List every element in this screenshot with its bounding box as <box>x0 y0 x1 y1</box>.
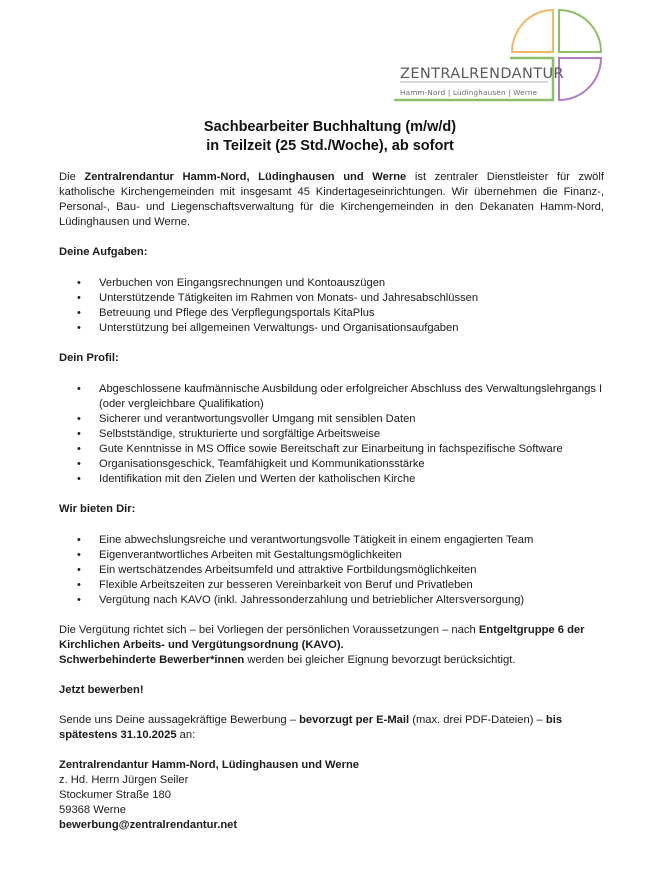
logo-title: ZENTRALRENDANTUR <box>400 66 564 82</box>
apply-paragraph <box>59 713 604 743</box>
job-title-line-2: in Teilzeit (25 Std./Woche), ab sofort <box>206 138 454 154</box>
list-item <box>59 276 604 291</box>
bullet-icon: • <box>77 277 81 289</box>
bullet-icon: • <box>77 307 81 319</box>
bullet-icon: • <box>77 292 81 304</box>
profile-heading: Dein Profil: <box>59 352 119 364</box>
bullet-icon: • <box>77 322 81 334</box>
tasks-heading: Deine Aufgaben: <box>59 246 148 258</box>
salary-group: Entgeltgruppe 6 der Kirchlichen Arbeits- und Vergütungsordnung (KAVO). <box>59 624 585 651</box>
list-item <box>59 472 604 487</box>
list-item-text: Identifikation mit den Zielen und Werten der katholischen Kirche <box>99 473 416 485</box>
bullet-icon: • <box>77 564 81 576</box>
intro-prefix: Die <box>59 171 85 183</box>
apply-mid: (max. drei PDF-Dateien) – <box>409 714 546 726</box>
job-title <box>0 118 660 156</box>
bullet-icon: • <box>77 428 81 440</box>
list-item <box>59 563 604 578</box>
bullet-icon: • <box>77 579 81 591</box>
zentralrendantur-logo <box>390 6 610 106</box>
apply-prefix: Sende uns Deine aussagekräftige Bewerbung – <box>59 714 300 726</box>
list-item-text: Selbstständige, strukturierte und sorgfältige Arbeitsweise <box>99 428 381 440</box>
bullet-icon: • <box>77 383 81 395</box>
list-item-text: Abgeschlossene kaufmännische Ausbildung oder erfolgreicher Abschluss des Verwaltungslehrgangs I (oder vergleichbare Qualifikation) <box>99 383 603 410</box>
list-item <box>59 548 604 563</box>
list-item <box>59 412 604 427</box>
salary-paragraph <box>59 623 604 653</box>
list-item-text: Verbuchen von Eingangsrechnungen und Kontoauszügen <box>99 277 386 289</box>
list-item-text: Unterstützung bei allgemeinen Verwaltungs- und Organisationsaufgaben <box>99 322 459 334</box>
intro-paragraph <box>59 170 604 230</box>
list-item-text: Sicherer und verantwortungsvoller Umgang mit sensiblen Daten <box>99 413 416 425</box>
list-item <box>59 321 604 336</box>
list-item <box>59 427 604 442</box>
bullet-icon: • <box>77 549 81 561</box>
list-item <box>59 382 604 412</box>
list-item-text: Eine abwechslungsreiche und verantwortungsvolle Tätigkeit in einem engagierten Team <box>99 534 534 546</box>
logo-subtitle: Hamm-Nord | Lüdinghausen | Werne <box>400 88 538 97</box>
profile-list <box>59 382 604 487</box>
list-item <box>59 442 604 457</box>
contact-street: Stockumer Straße 180 <box>59 789 171 801</box>
apply-deadline: bis spätestens 31.10.2025 <box>59 714 563 741</box>
intro-org-name: Zentralrendantur Hamm-Nord, Lüdinghausen und Werne <box>84 171 407 183</box>
disability-paragraph <box>59 653 604 668</box>
apply-email-preferred: bevorzugt per E-Mail <box>299 714 410 726</box>
list-item <box>59 291 604 306</box>
list-item-text: Eigenverantwortliches Arbeiten mit Gestaltungsmöglichkeiten <box>99 549 402 561</box>
intro-rest: ist zentraler Dienstleister für zwölf katholische Kirchengemeinden mit insgesamt 45 Kindertageseinrichtungen. Wir übernehmen die Finanz-, Personal-, Bau- und Liegenschaftsverwaltung für die Kirchengemeinden in den Dekanaten Hamm-Nord, Lüdinghausen und Werne. <box>59 171 604 228</box>
contact-org: Zentralrendantur Hamm-Nord, Lüdinghausen und Werne <box>59 759 360 771</box>
contact-block <box>59 758 604 833</box>
apply-suffix: an: <box>176 729 196 741</box>
salary-prefix: Die Vergütung richtet sich – bei Vorliegen der persönlichen Voraussetzungen – nach <box>59 624 479 636</box>
contact-email-link[interactable]: bewerbung@zentralrendantur.net <box>59 819 238 831</box>
list-item-text: Gute Kenntnisse in MS Office sowie Bereitschaft zur Einarbeitung in fachspezifische Software <box>99 443 563 455</box>
apply-heading: Jetzt bewerben! <box>59 684 144 696</box>
bullet-icon: • <box>77 458 81 470</box>
disability-rest: werden bei gleicher Eignung bevorzugt berücksichtigt. <box>244 654 516 666</box>
list-item <box>59 533 604 548</box>
list-item <box>59 578 604 593</box>
list-item <box>59 306 604 321</box>
bullet-icon: • <box>77 534 81 546</box>
posting-body <box>59 170 604 833</box>
job-title-line-1: Sachbearbeiter Buchhaltung (m/w/d) <box>203 119 457 135</box>
tasks-list <box>59 276 604 336</box>
offer-list <box>59 533 604 608</box>
list-item-text: Betreuung und Pflege des Verpflegungsportals KitaPlus <box>99 307 375 319</box>
list-item <box>59 593 604 608</box>
bullet-icon: • <box>77 473 81 485</box>
list-item-text: Unterstützende Tätigkeiten im Rahmen von Monats- und Jahresabschlüssen <box>99 292 479 304</box>
bullet-icon: • <box>77 594 81 606</box>
list-item-text: Ein wertschätzendes Arbeitsumfeld und attraktive Fortbildungsmöglichkeiten <box>99 564 477 576</box>
disability-bold: Schwerbehinderte Bewerber*innen <box>59 654 245 666</box>
list-item <box>59 457 604 472</box>
offer-heading: Wir bieten Dir: <box>59 503 136 515</box>
bullet-icon: • <box>77 413 81 425</box>
contact-attention: z. Hd. Herrn Jürgen Seiler <box>59 774 189 786</box>
bullet-icon: • <box>77 443 81 455</box>
list-item-text: Flexible Arbeitszeiten zur besseren Vereinbarkeit von Beruf und Privatleben <box>99 579 473 591</box>
list-item-text: Organisationsgeschick, Teamfähigkeit und Kommunikationsstärke <box>99 458 425 470</box>
list-item-text: Vergütung nach KAVO (inkl. Jahressonderzahlung und betrieblicher Altersversorgung) <box>99 594 525 606</box>
contact-city: 59368 Werne <box>59 804 126 816</box>
